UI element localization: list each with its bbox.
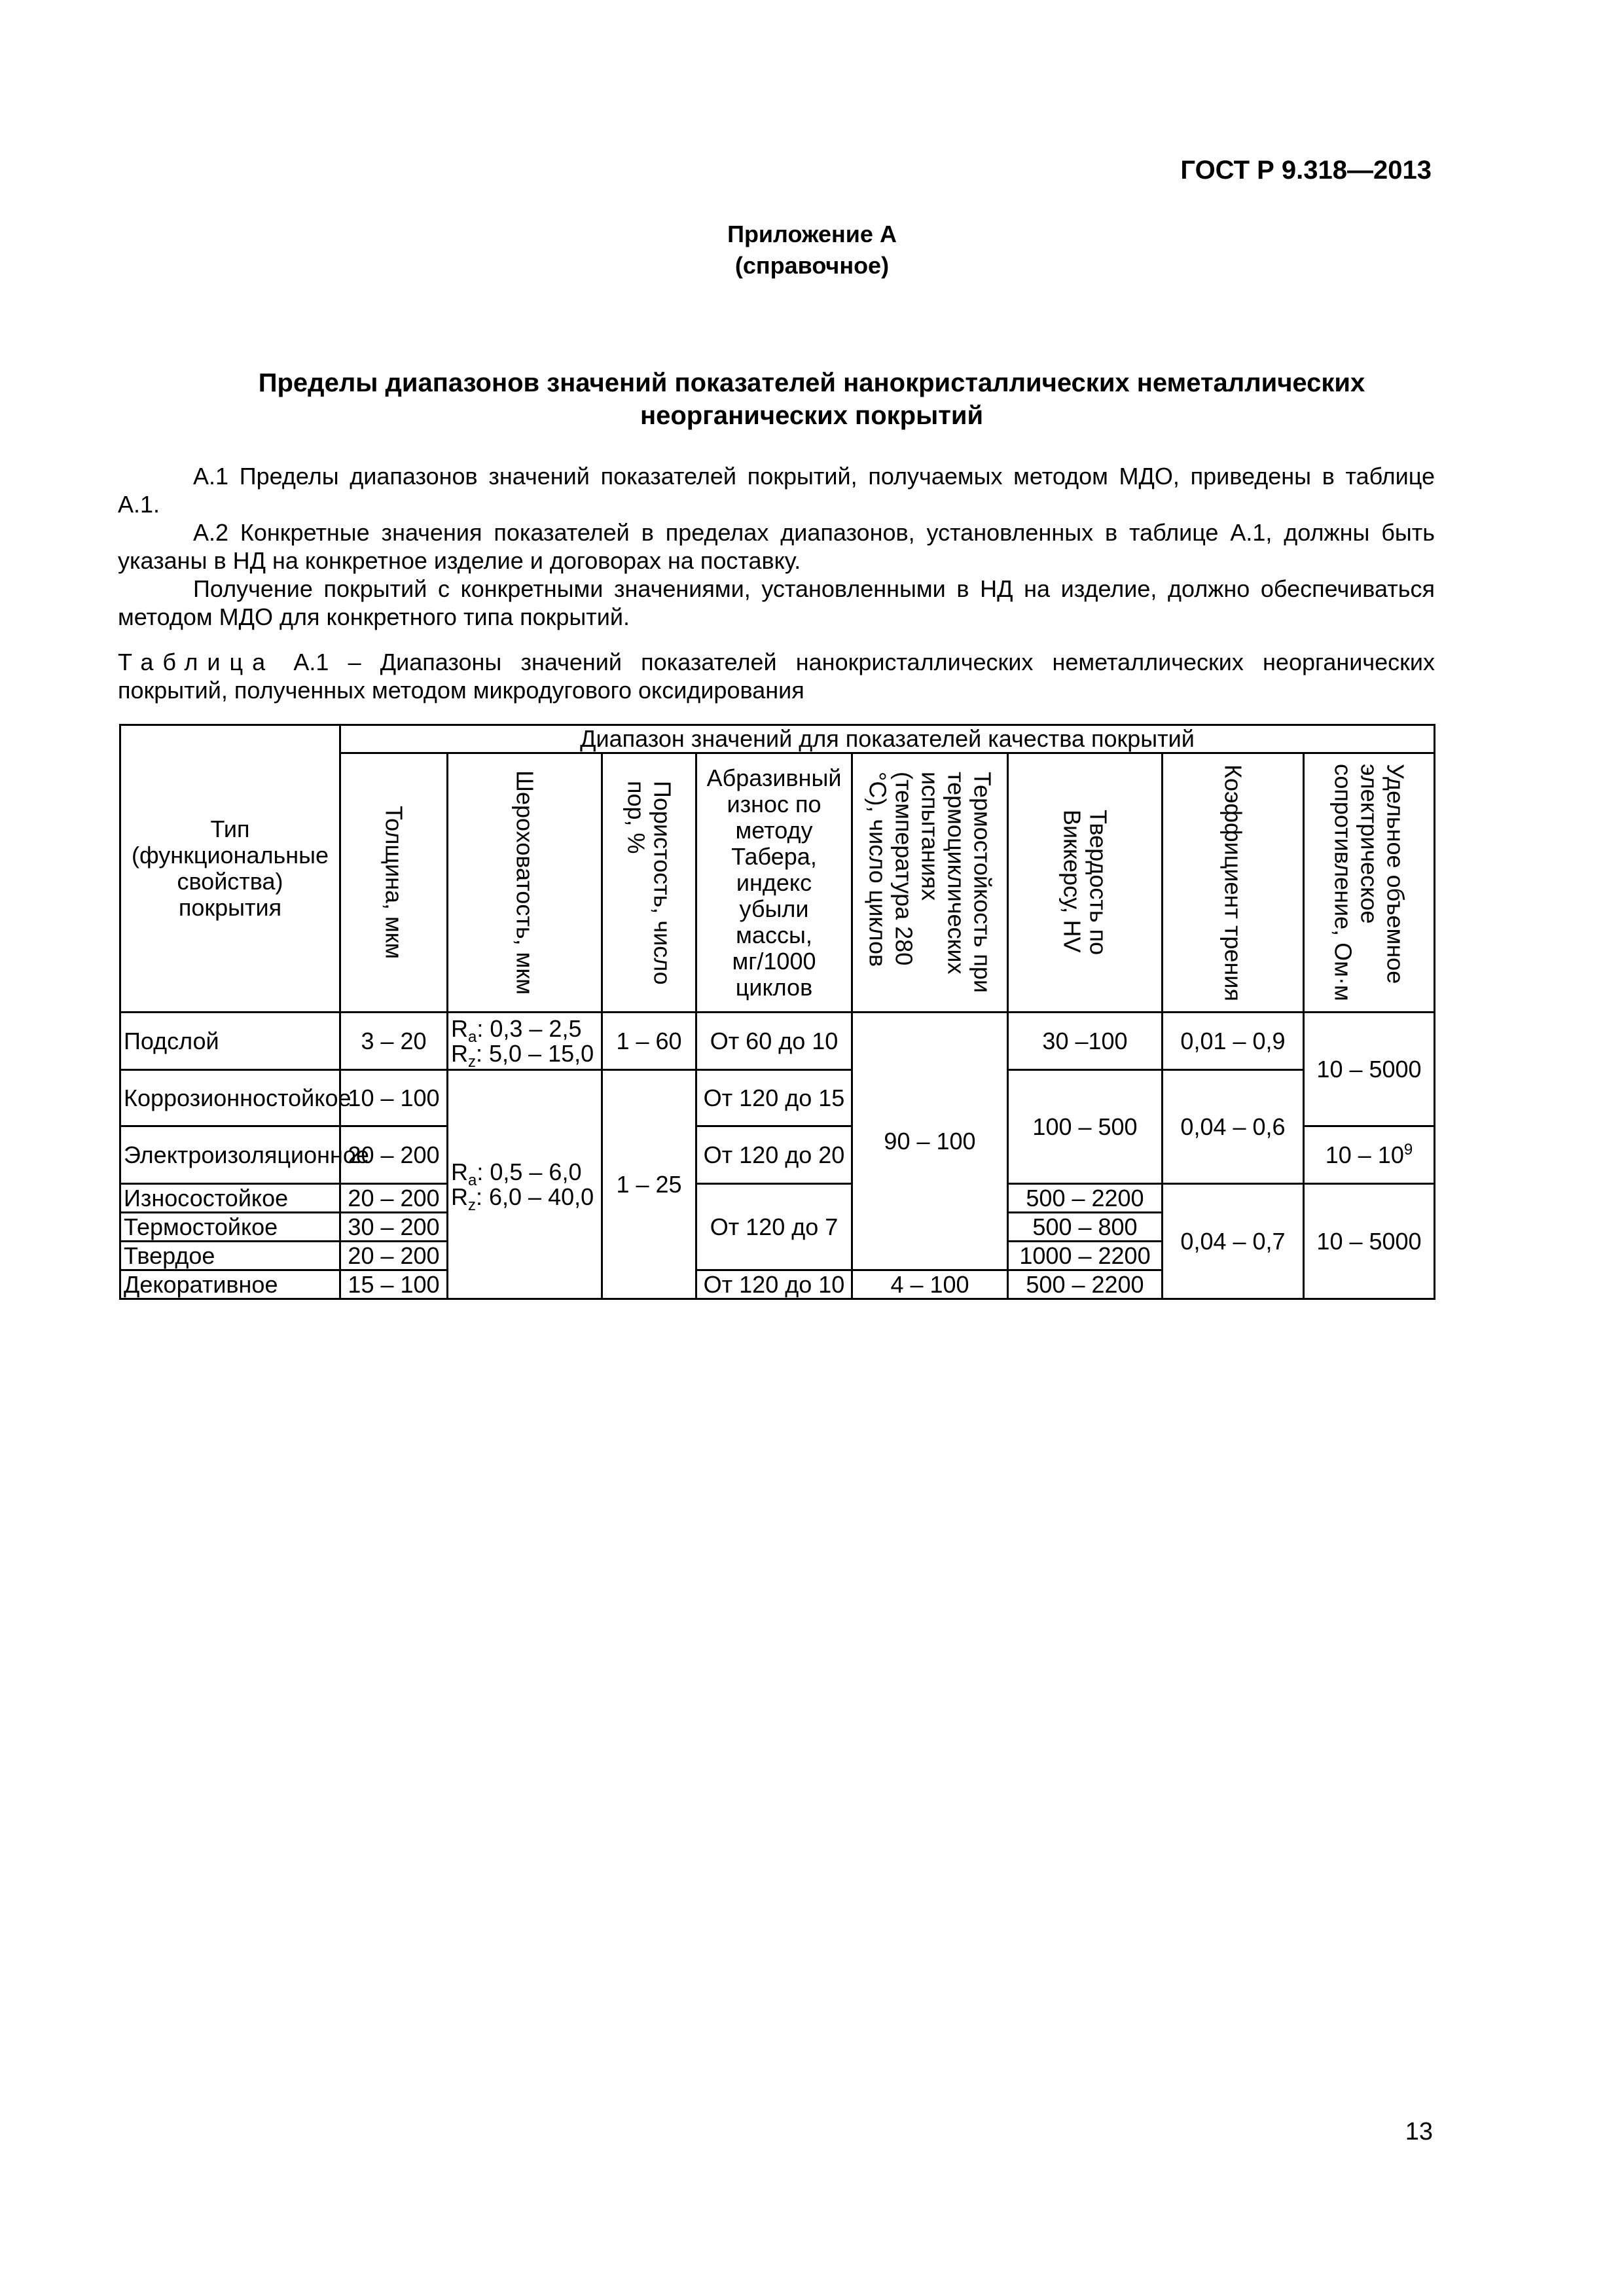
- paragraph-a1-text: А.1 Пределы диапазонов значений показателей покрытий, получаемых методом МДО, приведены в таблице А.1.: [118, 463, 1435, 518]
- header-quality-range: Диапазон значений для показателей качества покрытий: [340, 725, 1435, 753]
- header-thickness-text: Толщина, мкм: [380, 806, 408, 960]
- cell-abrasion-r4-6: От 120 до 7: [696, 1184, 852, 1270]
- header-thickness: [340, 753, 448, 1013]
- paragraph-a3-text: Получение покрытий с конкретными значениями, установленными в НД на изделие, должно обеспечиваться методом МДО для конкретного типа покрытий.: [118, 575, 1435, 630]
- cell-thickness-r5: 30 – 200: [340, 1213, 448, 1242]
- cell-friction-r2-3: 0,04 – 0,6: [1163, 1070, 1304, 1184]
- cell-thickness-r6: 20 – 200: [340, 1242, 448, 1270]
- cell-resistivity-r4-7: 10 – 5000: [1304, 1184, 1435, 1299]
- header-thermal: [852, 753, 1008, 1013]
- section-title: [190, 367, 1434, 432]
- header-friction-text: Коэффициент трения: [1219, 764, 1247, 1001]
- coating-ranges-table: [119, 724, 1435, 1300]
- cell-thermal-r7: 4 – 100: [852, 1270, 1008, 1299]
- cell-abrasion-r1: От 60 до 10: [696, 1013, 852, 1070]
- cell-abrasion-r7: От 120 до 10: [696, 1270, 852, 1299]
- cell-roughness-r2-7: [448, 1070, 602, 1299]
- roughness-rz-r2-7: $R_z$: 6,0 – 40,0: [451, 1183, 594, 1214]
- cell-friction-r1: 0,01 – 0,9: [1163, 1013, 1304, 1070]
- table-caption-label: Таблица: [118, 649, 275, 675]
- cell-resistivity-r1-2: 10 – 5000: [1304, 1013, 1435, 1126]
- cell-porosity-r2-7: 1 – 25: [602, 1070, 696, 1299]
- appendix-title: Приложение А: [727, 221, 897, 247]
- page-number: 13: [1405, 2118, 1433, 2145]
- cell-hardness-r4: 500 – 2200: [1008, 1184, 1163, 1213]
- paragraph-a2-text: А.2 Конкретные значения показателей в пределах диапазонов, установленных в таблице А.1, должны быть указаны в НД на конкретное изделие и договорах на поставку.: [118, 519, 1435, 574]
- header-hardness: [1008, 753, 1163, 1013]
- header-roughness-text: Шероховатость, мкм: [511, 770, 539, 995]
- cell-hardness-r2-3: 100 – 500: [1008, 1070, 1163, 1184]
- paragraph-a2: [118, 518, 1435, 575]
- header-abrasion: Абразивный износ по методу Табера, индекс убыли массы, мг/1000 циклов: [696, 753, 852, 1013]
- cell-thickness-r4: 20 – 200: [340, 1184, 448, 1213]
- header-friction: [1163, 753, 1304, 1013]
- row-label-heat: Термостойкое: [120, 1213, 340, 1242]
- table-caption-text: А.1 – Диапазоны значений показателей нанокристаллических неметаллических неорганических покрытий, полученных методом микродугового оксидирования: [118, 649, 1435, 704]
- paragraph-a3: [118, 575, 1435, 631]
- cell-abrasion-r3: От 120 до 20: [696, 1126, 852, 1184]
- cell-hardness-r6: 1000 – 2200: [1008, 1242, 1163, 1270]
- section-title-line1: Пределы диапазонов значений показателей нанокристаллических неметаллических: [258, 368, 1365, 397]
- cell-porosity-r1: 1 – 60: [602, 1013, 696, 1070]
- row-label-decorative: Декоративное: [120, 1270, 340, 1299]
- appendix-subtitle: (справочное): [734, 252, 890, 279]
- header-roughness: [448, 753, 602, 1013]
- cell-thickness-r1: 3 – 20: [340, 1013, 448, 1070]
- paragraph-a1: [118, 462, 1435, 518]
- document-code: ГОСТ Р 9.318—2013: [1180, 156, 1432, 185]
- header-resistivity: [1304, 753, 1435, 1013]
- table-caption: [118, 648, 1435, 704]
- roughness-rz-r1: $R_z$: 5,0 – 15,0: [451, 1039, 594, 1071]
- cell-abrasion-r2: От 120 до 15: [696, 1070, 852, 1126]
- header-coating-type: Тип (функциональные свойства) покрытия: [120, 725, 340, 1013]
- section-title-line2: неорганических покрытий: [640, 401, 984, 430]
- roughness-ra-r1: $R_a$: 0,3 – 2,5: [451, 1014, 582, 1046]
- cell-thickness-r7: 15 – 100: [340, 1270, 448, 1299]
- cell-thickness-r2: 10 – 100: [340, 1070, 448, 1126]
- cell-thermal-r1-6: 90 – 100: [852, 1013, 1008, 1270]
- cell-hardness-r5: 500 – 800: [1008, 1213, 1163, 1242]
- cell-hardness-r1: 30 –100: [1008, 1013, 1163, 1070]
- appendix-heading: [0, 219, 1624, 281]
- row-label-sublayer: Подслой: [120, 1013, 340, 1070]
- cell-resistivity-r3: $10 - 10^9$: [1304, 1126, 1435, 1184]
- cell-friction-r4-7: 0,04 – 0,7: [1163, 1184, 1304, 1299]
- cell-hardness-r7: 500 – 2200: [1008, 1270, 1163, 1299]
- header-resistivity-text: Удельное объемное электрическое сопротивление, Ом·м: [1329, 764, 1409, 1001]
- header-hardness-text: Твердость по Виккерсу, HV: [1058, 810, 1112, 956]
- row-label-insulating: Электроизоляционное: [120, 1126, 340, 1184]
- roughness-ra-r2-7: $R_a$: 0,5 – 6,0: [451, 1158, 582, 1189]
- row-label-hard: Твердое: [120, 1242, 340, 1270]
- row-label-corrosion: Коррозионностойкое: [120, 1070, 340, 1126]
- header-porosity: [602, 753, 696, 1013]
- row-label-wear: Износостойкое: [120, 1184, 340, 1213]
- cell-roughness-r1: [448, 1013, 602, 1070]
- header-porosity-text: Пористость, число пор, %: [623, 780, 676, 985]
- header-thermal-text: Термостойкость при термоциклических испытаниях (температура 280 °С), число циклов: [864, 772, 996, 994]
- cell-thickness-r3: 20 – 200: [340, 1126, 448, 1184]
